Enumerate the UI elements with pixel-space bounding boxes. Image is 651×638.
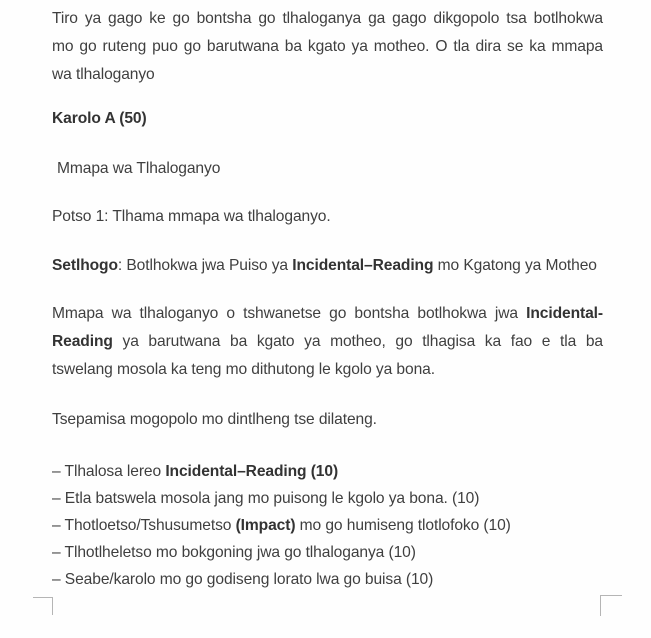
- list-item-2-text: – Etla batswela mosola jang mo puisong le kgolo ya bona. (10): [52, 490, 480, 507]
- title-line: [52, 252, 603, 280]
- crop-mark-left: [33, 597, 53, 615]
- document-content: [52, 5, 603, 593]
- title-rest-text: mo Kgatong ya Motheo: [433, 257, 597, 274]
- body-line-1: [52, 300, 603, 328]
- intro-line-3: wa tlhaloganyo: [52, 66, 155, 83]
- list-item-3-keyword: (Impact): [235, 517, 296, 534]
- list-item-3-post: mo go humiseng tlotlofoko (10): [295, 517, 511, 534]
- section-heading: Karolo A (50): [52, 110, 147, 127]
- focus-line: Tsepamisa mogopolo mo dintlheng tse dilateng.: [52, 411, 377, 428]
- body-line-1-text: Mmapa wa tlhaloganyo o tshwanetse go bontsha botlhokwa jwa: [52, 305, 527, 322]
- list-item-2: [52, 485, 603, 512]
- list-item-1-keyword: Incidental–Reading (10): [165, 463, 339, 480]
- intro-line-2: mo go ruteng puo go barutwana ba kgato ya motheo. O tla dira se ka mmapa: [52, 38, 603, 55]
- title-keyword: Incidental–Reading: [292, 257, 434, 274]
- map-subheading: Mmapa wa Tlhaloganyo: [57, 160, 221, 177]
- crop-mark-right: [600, 595, 622, 616]
- intro-line-1: Tiro ya gago ke go bontsha go tlhaloganya ga gago dikgopolo tsa botlhokwa: [52, 10, 603, 27]
- list-item-3-text: – Thotloetso/Tshusumetso: [52, 517, 236, 534]
- list-item-1: [52, 458, 603, 485]
- body-line-2-keyword: Reading: [52, 333, 113, 350]
- question-line: Potso 1: Tlhama mmapa wa tlhaloganyo.: [52, 208, 331, 225]
- list-item-1-text: – Tlhalosa lereo: [52, 463, 166, 480]
- body-line-2-text: ya barutwana ba kgato ya motheo, go tlhagisa ka fao e tla ba: [112, 333, 603, 350]
- body-line-2: [52, 328, 603, 356]
- body-line-3: tswelang mosola ka teng mo dithutong le kgolo ya bona.: [52, 361, 435, 378]
- list-item-3: [52, 512, 603, 539]
- title-label: Setlhogo: [52, 257, 118, 274]
- list-item-5-text: – Seabe/karolo mo go godiseng lorato lwa go buisa (10): [52, 571, 434, 588]
- list-item-5: [52, 566, 603, 593]
- body-line-1-keyword: Incidental-: [526, 305, 603, 322]
- title-separator-text: : Botlhokwa jwa Puiso ya: [117, 257, 293, 274]
- intro-paragraph: [52, 5, 603, 89]
- list-item-4: [52, 539, 603, 566]
- list-item-4-text: – Tlhotlheletso mo bokgoning jwa go tlhaloganya (10): [52, 544, 416, 561]
- requirements-list: [52, 458, 603, 593]
- body-paragraph: [52, 300, 603, 384]
